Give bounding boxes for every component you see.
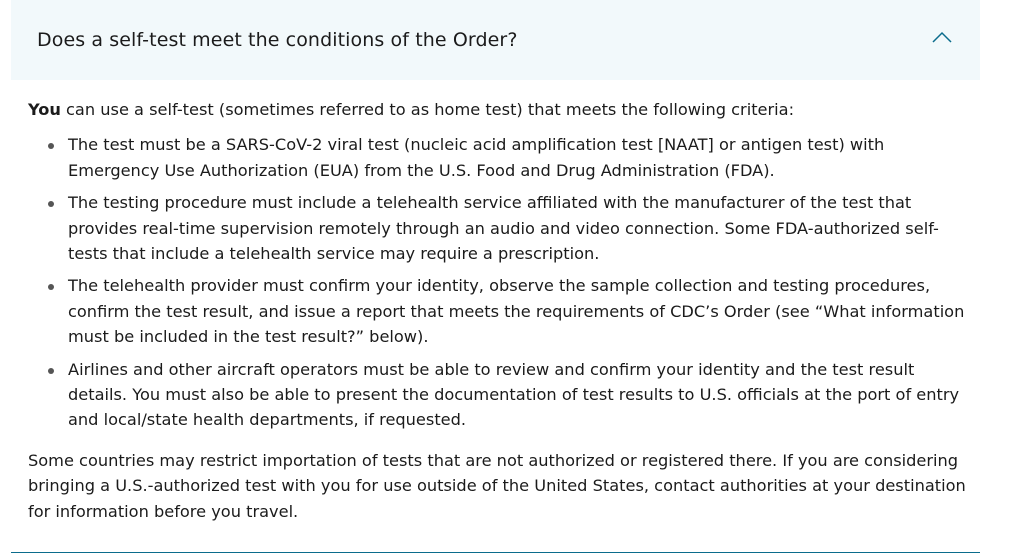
accordion-content [28,97,973,524]
list-item [28,273,973,349]
criteria-list [28,132,973,432]
list-item [28,132,973,183]
list-item-text: The testing procedure must include a telehealth service affiliated with the manufacturer of the test that provides real-time supervision remotely through an audio and video connection. Some FDA-authorized self-tests that include a telehealth service may require a prescription. [68,193,939,264]
bullet-icon [48,284,54,290]
outro-paragraph: Some countries may restrict importation of tests that are not authorized or registered there. If you are considering bringing a U.S.-authorized test with you for use outside of the United States, contact authorities at your destination for information before you travel. [28,450,966,521]
list-item-text: The test must be a SARS-CoV-2 viral test (nucleic acid amplification test [NAAT] or antigen test) with Emergency Use Authorization (EUA) from the U.S. Food and Drug Administration (FDA). [68,135,885,180]
list-item-text: Airlines and other aircraft operators must be able to review and confirm your identity and the test result details. You must also be able to present the documentation of test results to U.S. officials at the port of entry and local/state health departments, if requested. [68,359,960,430]
accordion [11,0,980,553]
list-item [28,190,973,266]
intro-bold-text: You [28,100,61,119]
list-item-text: The telehealth provider must confirm your identity, observe the sample collection and testing procedures, confirm the test result, and issue a report that meets the requirements of CDC’s Order (see “What information must be included in the test result?” below). [68,276,965,347]
list-item [28,357,973,433]
accordion-header[interactable] [11,0,980,80]
intro-paragraph [28,97,973,122]
bullet-icon [48,368,54,374]
bullet-icon [48,201,54,207]
intro-text: can use a self-test (sometimes referred to as home test) that meets the following criteria: [60,100,795,119]
accordion-title[interactable]: Does a self-test meet the conditions of the Order? [37,29,518,51]
bullet-icon [48,143,54,149]
chevron-up-icon[interactable] [931,30,953,44]
